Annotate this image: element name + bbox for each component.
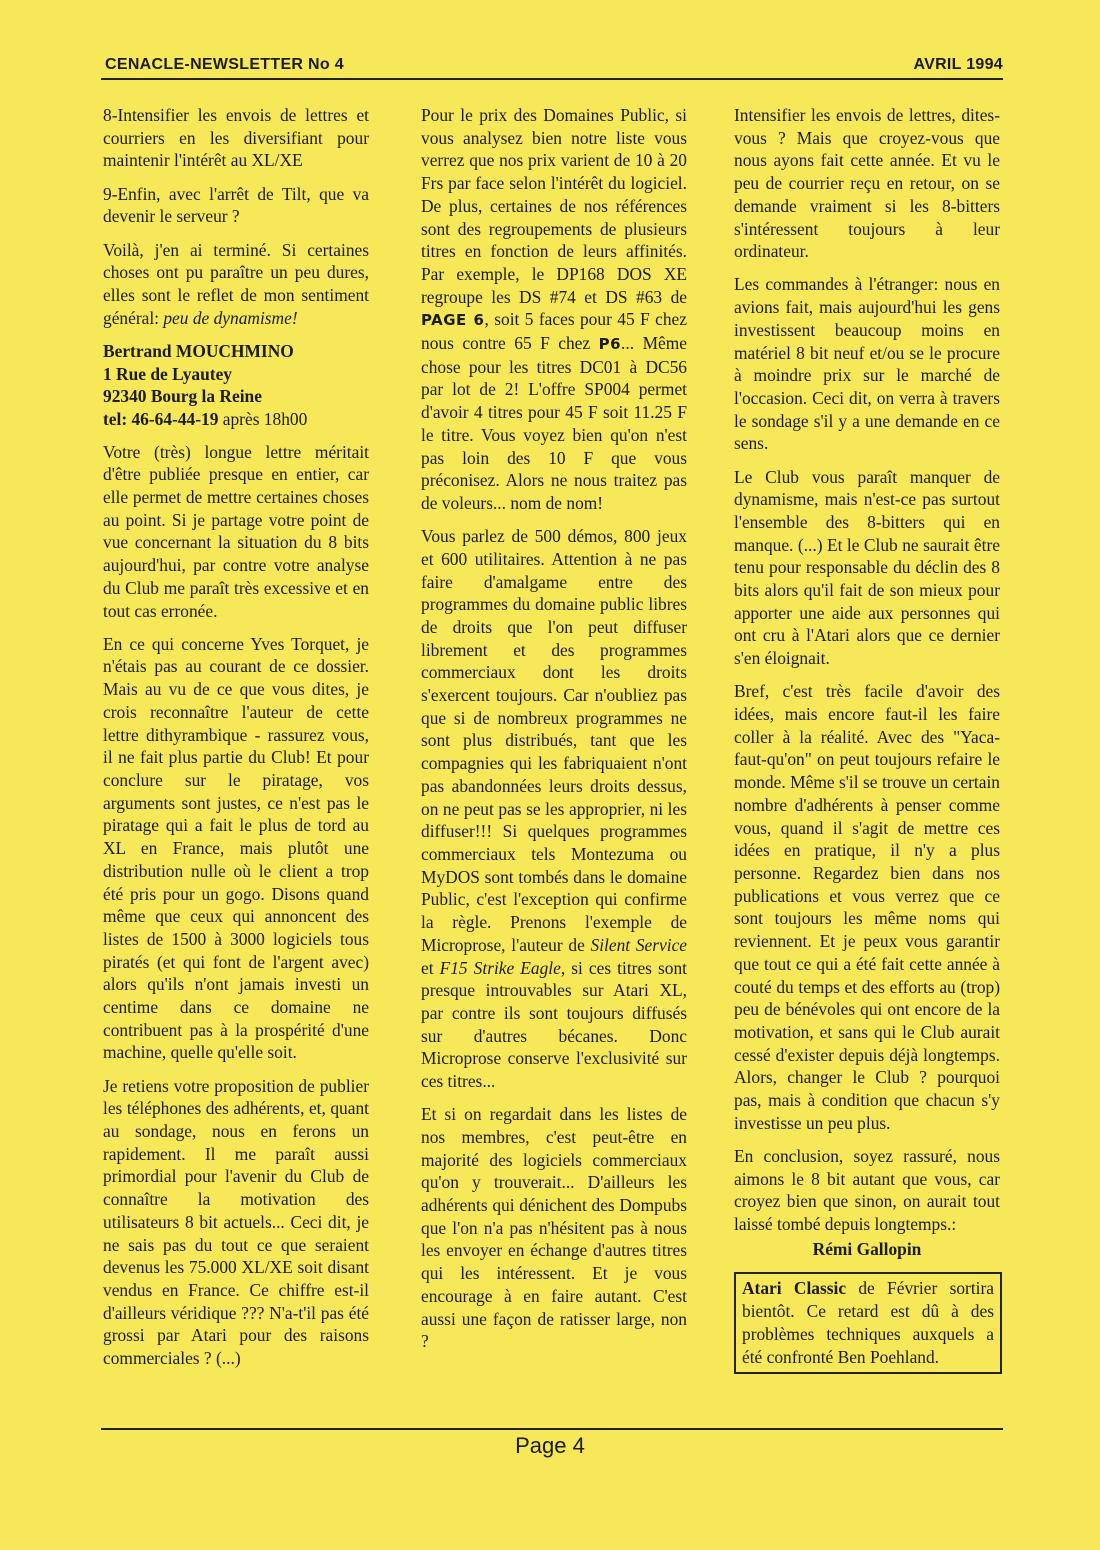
game-title: Silent Service (590, 934, 688, 955)
paragraph: Le Club vous paraît manquer de dynamisme, mais n'est-ce pas surtout l'ensemble des 8-bitters qui en manque. (...) Et le Club ne saurait être tenu pour responsable du déclin des 8 bits alors qu'il fait de son mieux pour apporter une aide aux personnes qui ont cru à l'Atari alors que ce dernier s'en éloignait. (734, 466, 1000, 669)
page-number: Page 4 (515, 1433, 585, 1458)
address-city: 92340 Bourg la Reine (103, 386, 262, 407)
signature: Rémi Gallopin (812, 1238, 922, 1259)
text-run: Pour le prix des Domaines Public, si vous analysez bien notre liste vous verrez que nos prix varient de 10 à 20 Frs par face selon l'intérêt du logiciel. De plus, certaines de nos références sont des regroupements de plusieurs titres en fonction de leurs affinités. Par exemple, le DP168 DOS XE regroupe les DS #74 et DS #63 de (421, 105, 687, 307)
text-run: ... Même chose pour les titres DC01 à DC56 par lot de 2! L'offre SP004 permet d'avoir 4 titres pour 45 F soit 11.25 F le titre. Vous voyez bien qu'on n'est pas loin des 10 F que vous préconisez. Alors ne nous traitez pas de voleurs... nom de nom! (421, 333, 687, 513)
text-run: , soit 5 faces pour 45 F chez nous contre 65 F chez (421, 309, 687, 354)
issue-date: AVRIL 1994 (913, 56, 1003, 73)
paragraph (103, 239, 369, 330)
paragraph: Et si on regardait dans les listes de nos membres, c'est peut-être en majorité des logiciels commerciaux qu'on y trouverait... D'ailleurs les adhérents qui dénichent des Dompubs que l'on n'a pas n'hésitent pas à nous les envoyer en échange d'autres titres qui les intéressent. Et je vous encourage à en faire autant. C'est aussi une façon de ratisser large, non ? (421, 1104, 687, 1352)
paragraph (421, 104, 687, 515)
column-1 (103, 104, 369, 1380)
phone-number: tel: 46-64-44-19 (103, 408, 219, 429)
paragraph: Les commandes à l'étranger: nous en avions fait, mais aujourd'hui les gens investissent beaucoup moins en matériel 8 bit neuf et/ou se le procure à moindre prix sur le marché de l'occasion. Ceci dit, on verra à travers le sondage s'il y a une demande en ce sens. (734, 274, 1000, 454)
author-address (103, 340, 369, 431)
paragraph: En conclusion, soyez rassuré, nous aimons le 8 bit autant que vous, car croyez bien que sinon, on aurait tout laissé tombé depuis longtemps.: (734, 1145, 1000, 1235)
column-3 (734, 104, 1000, 1374)
paragraph: En ce qui concerne Yves Torquet, je n'étais pas au courant de ce dossier. Mais au vu de ce que vous dites, je crois reconnaître l'auteur de cette lettre dithyrambique - rassurez vous, il ne fait plus partie du Club! Et pour conclure sur le piratage, vos arguments sont justes, ce n'est pas le piratage qui a fait le plus de tord au XL en France, mais plutôt une distribution nulle où le client a trop été pris pour un gogo. Disons quand même que ceux qui annoncent des listes de 1500 à 3000 logiciels tous piratés (et qui font de l'argent avec) alors qu'ils n'ont jamais investi un centime dans ce domaine ne contribuent pas à la prospérité d'une machine, quelle qu'elle soit. (103, 633, 369, 1063)
header-rule (101, 78, 1003, 80)
author-name: Bertrand MOUCHMINO (103, 340, 294, 361)
address-street: 1 Rue de Lyautey (103, 363, 232, 384)
paragraph (421, 525, 687, 1093)
paragraph: Votre (très) longue lettre méritait d'être publiée presque en entier, car elle permet de mettre certaines choses au point. Si je partage votre point de vue concernant la situation du 8 bits aujourd'hui, par contre votre analyse du Club me paraît très excessive et en tout cas erronée. (103, 441, 369, 621)
footer-rule (101, 1428, 1003, 1430)
paragraph: Bref, c'est très facile d'avoir des idées, mais encore faut-il les faire coller à la réalité. Avec des "Yaca-faut-qu'on" on peut toujours refaire le monde. Même s'il se trouve un certain nombre d'adhérents à penser comme vous, quand il s'agit de mettre ces idées en pratique, il n'y a plus personne. Regardez bien dans nos publications et vous verrez que ce sont toujours les même noms qui reviennent. Et je peux vous garantir que tout ce qui a été fait cette année à couté du temps et des efforts au (trop) peu de bénévoles qui ont encore de la motivation, et sans qui le Club aurait cessé d'exister depuis déjà longtemps. Alors, changer le Club ? pourquoi pas, mais à condition que chacun s'y investisse un peu plus. (734, 681, 1000, 1133)
paragraph: Intensifier les envois de lettres, dites-vous ? Mais que croyez-vous que nous ayons fait cette année. Et vu le peu de courrier reçu en retour, on se demande vraiment si les 8-bitters s'intéressent toujours à leur ordinateur. (734, 105, 1000, 262)
column-2 (421, 104, 687, 1363)
magazine-abbrev: P6 (598, 335, 622, 354)
text-run: Voilà, j'en ai terminé. Si certaines choses ont pu paraître un peu dures, elles sont le reflet de mon sentiment général: (103, 239, 369, 328)
newsletter-title: CENACLE-NEWSLETTER No 4 (105, 56, 344, 73)
address-phone (103, 408, 369, 431)
magazine-name: PAGE 6 (421, 311, 485, 330)
emphasis-text: peu de dynamisme! (163, 307, 298, 328)
game-title: F15 Strike Eagle (439, 957, 561, 978)
publication-name: Atari Classic (742, 1278, 847, 1299)
phone-hours: après 18h00 (218, 408, 308, 429)
paragraph: 8-Intensifier les envois de lettres et courriers en les diversifiant pour maintenir l'intérêt au XL/XE (103, 105, 369, 171)
text-run: , si ces titres sont presque introuvables sur Atari XL, par contre ils sont toujours diffusés sur d'autres bécanes. Donc Microprose conserve l'exclusivité sur ces titres... (421, 957, 687, 1092)
notice-box (734, 1272, 1002, 1374)
text-run: Vous parlez de 500 démos, 800 jeux et 600 utilitaires. Attention à ne pas faire d'amalgame entre des programmes du domaine public libres de droits que l'on peut diffuser librement et des programmes commerciaux dont les droits s'exercent toujours. Car n'oubliez pas que si de nombreux programmes ne sont plus distribués, tant que les compagnies qui les fabriquaient n'ont pas abandonnées leurs droits dessus, on ne peut pas se les approprier, ni les diffuser!!! Si quelques programmes commerciaux tels Montezuma ou MyDOS sont tombés dans le domaine Public, c'est l'exception qui confirme la règle. Prenons l'exemple de Microprose, l'auteur de (421, 526, 687, 955)
notice-text: de Février sortira bientôt. Ce retard est dû à des problèmes techniques auxquels a été confronté Ben Poehland. (742, 1278, 994, 1367)
paragraph: Je retiens votre proposition de publier les téléphones des adhérents, et, quant au sondage, nous en ferons un rapidement. Il me paraît aussi primordial pour l'avenir du Club de connaître la motivation des utilisateurs 8 bit actuels... Ceci dit, je ne sais pas du tout ce que seraient devenus les 75.000 XL/XE soit disant vendus en France. Ce chiffre est-il d'ailleurs véridique ??? N'a-t'il pas été grossi par Atari pour des raisons commerciales ? (...) (103, 1075, 369, 1369)
paragraph: 9-Enfin, avec l'arrêt de Tilt, que va devenir le serveur ? (103, 183, 369, 227)
text-run: et (421, 957, 440, 978)
